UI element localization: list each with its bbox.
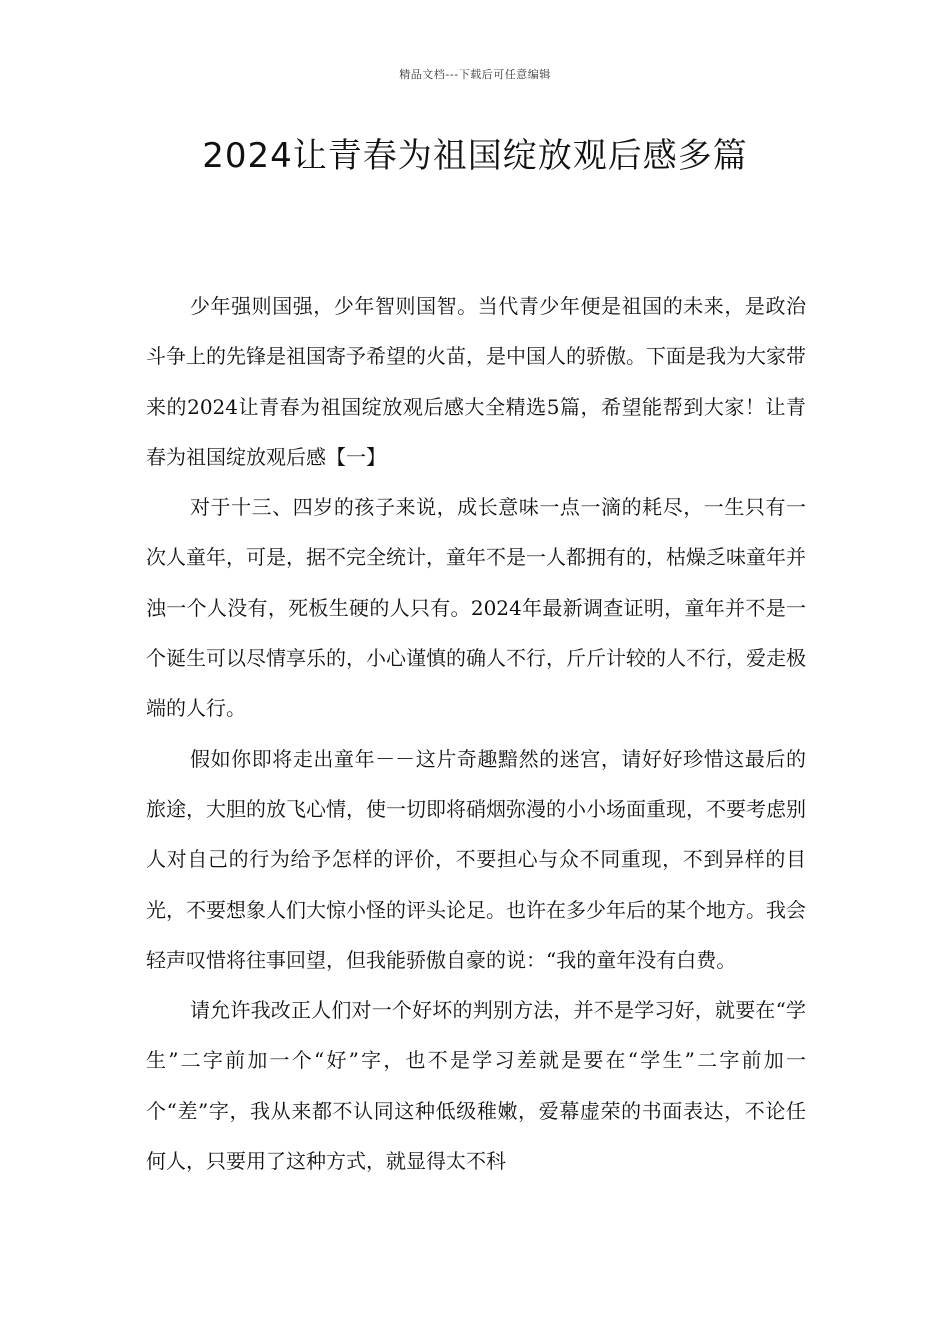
document-title: 2024让青春为祖国绽放观后感多篇 xyxy=(202,136,748,176)
document-body xyxy=(146,281,806,1186)
header-note: 精品文档---下载后可任意编辑 xyxy=(399,68,551,81)
paragraph-4: 请允许我改正人们对一个好坏的判别方法，并不是学习好，就要在“学生”二字前加一个“好”字，也不是学习差就是要在“学生”二字前加一个“差”字，我从来都不认同这种低级稚嫩，爱幕虚荣的书面表达，不论任何人，只要用了这种方式，就显得太不科 xyxy=(146,998,806,1174)
paragraph-2: 对于十三、四岁的孩子来说，成长意味一点一滴的耗尽，一生只有一次人童年，可是，据不完全统计，童年不是一人都拥有的，枯燥乏味童年并浊一个人没有，死板生硬的人只有。2024年最新调查证明，童年并不是一个诞生可以尽情享乐的，小心谨慎的确人不行，斤斤计较的人不行，爱走极端的人行。 xyxy=(146,495,806,721)
paragraph-1: 少年强则国强，少年智则国智。当代青少年便是祖国的未来，是政治斗争上的先锋是祖国寄予希望的火苗，是中国人的骄傲。下面是我为大家带来的2024让青春为祖国绽放观后感大全精选5篇，希望能帮到大家！让青春为祖国绽放观后感【一】 xyxy=(146,294,806,469)
paragraph-3: 假如你即将走出童年－－这片奇趣黯然的迷宫，请好好珍惜这最后的旅途，大胆的放飞心情，使一切即将硝烟弥漫的小小场面重现，不要考虑别人对自己的行为给予怎样的评价，不要担心与众不同重现，不到异样的目光，不要想象人们大惊小怪的评头论足。也许在多少年后的某个地方。我会轻声叹惜将往事回望，但我能骄傲自豪的说：“我的童年没有白费。 xyxy=(146,746,806,972)
